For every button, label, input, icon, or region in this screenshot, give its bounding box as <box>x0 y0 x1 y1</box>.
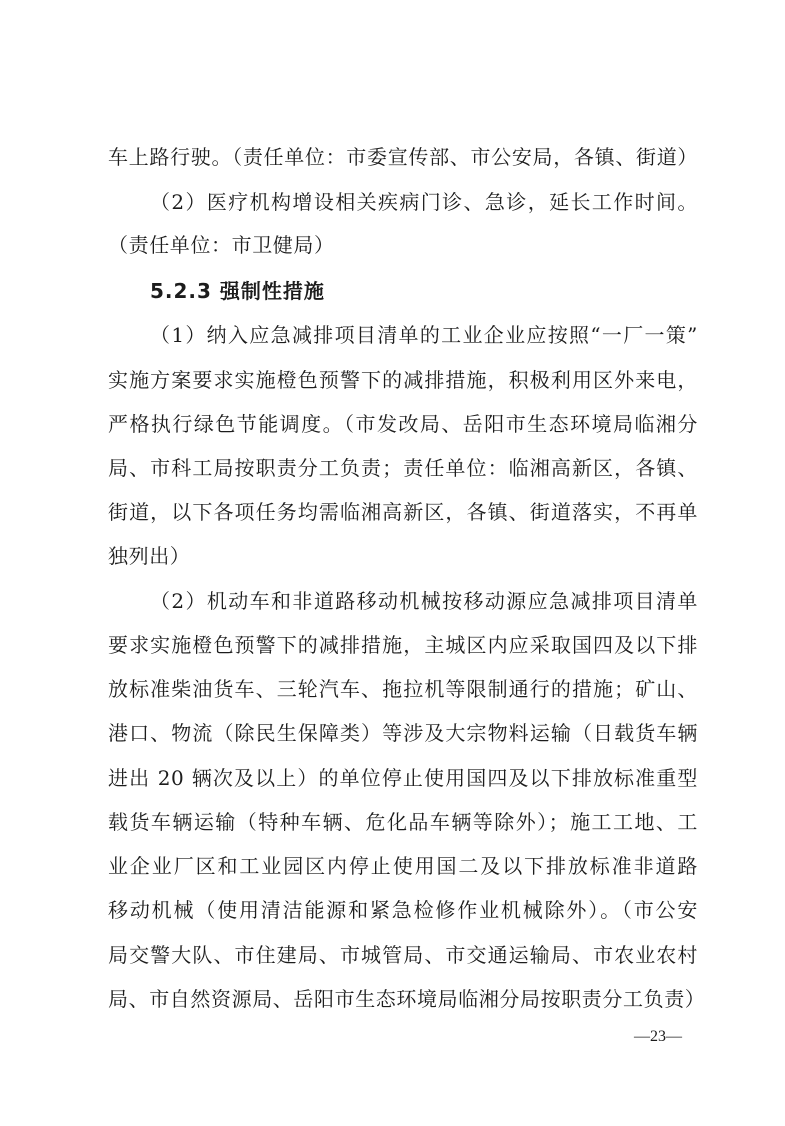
body-text-line: 局交警大队、市住建局、市城管局、市交通运输局、市农业农村 <box>108 943 698 967</box>
body-text-line: 进出 20 辆次及以上）的单位停止使用国四及以下排放标准重型 <box>108 766 698 790</box>
body-text-line: 载货车辆运输（特种车辆、危化品车辆等除外）；施工工地、工 <box>108 810 698 834</box>
body-text-line: 车上路行驶。（责任单位：市委宣传部、市公安局，各镇、街道） <box>108 145 698 169</box>
body-text-line: 移动机械（使用清洁能源和紧急检修作业机械除外）。（市公安 <box>108 898 698 922</box>
body-text-line: 严格执行绿色节能调度。（市发改局、岳阳市生态环境局临湘分 <box>108 412 698 436</box>
body-text-line: （2）医疗机构增设相关疾病门诊、急诊，延长工作时间。 <box>150 190 698 214</box>
body-text-line: 独列出） <box>108 544 191 568</box>
body-text-line: 街道，以下各项任务均需临湘高新区，各镇、街道落实，不再单 <box>108 500 698 524</box>
body-text-line: 局、市自然资源局、岳阳市生态环境局临湘分局按职责分工负责） <box>108 987 706 1011</box>
section-heading: 5.2.3 强制性措施 <box>150 279 325 303</box>
page-number: —23— <box>634 1028 682 1045</box>
body-text-line: 放标准柴油货车、三轮汽车、拖拉机等限制通行的措施；矿山、 <box>108 677 698 701</box>
body-text-line: 实施方案要求实施橙色预警下的减排措施，积极利用区外来电， <box>108 368 698 392</box>
body-text-line: 局、市科工局按职责分工负责；责任单位：临湘高新区，各镇、 <box>108 456 698 480</box>
body-text-line: （2）机动车和非道路移动机械按移动源应急减排项目清单 <box>150 589 698 613</box>
body-text-line: 要求实施橙色预警下的减排措施，主城区内应采取国四及以下排 <box>108 633 698 657</box>
body-text-line: 业企业厂区和工业园区内停止使用国二及以下排放标准非道路 <box>108 854 698 878</box>
body-text-line: （责任单位：市卫健局） <box>108 233 335 257</box>
body-text-line: （1）纳入应急减排项目清单的工业企业应按照“一厂一策” <box>150 323 698 347</box>
body-text-line: 港口、物流（除民生保障类）等涉及大宗物料运输（日载货车辆 <box>108 721 698 745</box>
